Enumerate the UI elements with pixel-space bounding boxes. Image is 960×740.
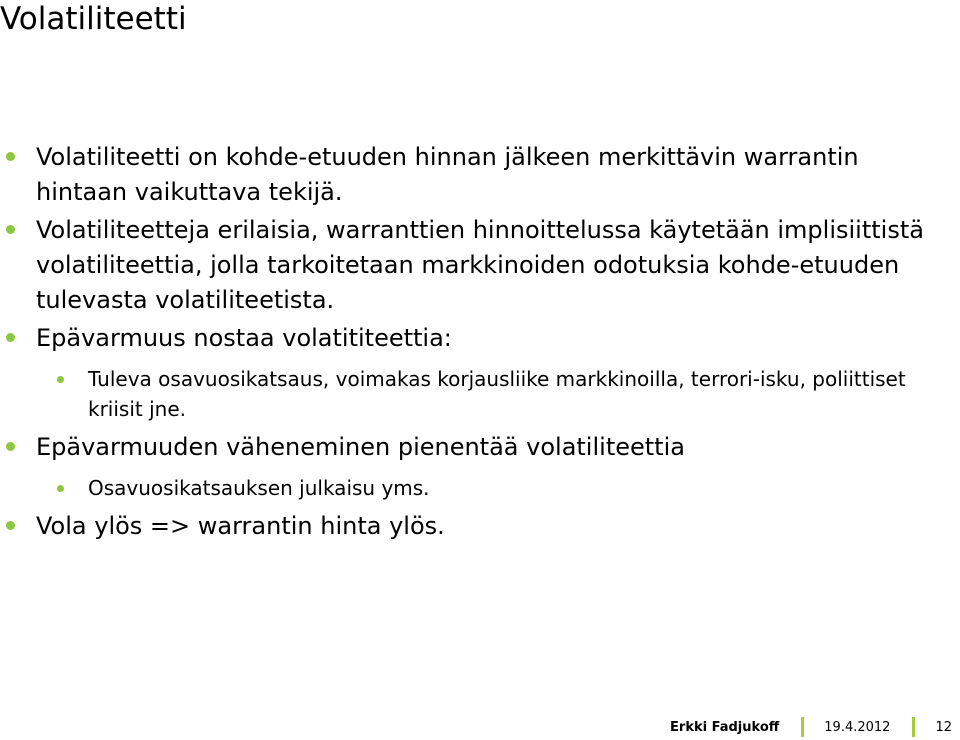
bullet-text: Volatiliteetti on kohde-etuuden hinnan jälkeen merkittävin warrantin hintaan vaikuttava tekijä.: [36, 143, 859, 206]
slide-footer: [670, 714, 960, 740]
bullet-item: [0, 430, 930, 465]
bullet-item: [0, 140, 930, 210]
bullet-dot-icon: [6, 442, 15, 451]
footer-date: 19.4.2012: [824, 719, 891, 735]
bullet-text: Volatiliteetteja erilaisia, warranttien hinnoittelussa käytetään implisiittistä volatiliteettia, jolla tarkoitetaan markkinoiden odotuksia kohde-etuuden tulevasta volatiliteetista.: [36, 216, 924, 314]
bullet-text: Vola ylös => warrantin hinta ylös.: [36, 512, 445, 540]
footer-author: Erkki Fadjukoff: [670, 719, 780, 735]
bullet-dot-icon: [6, 225, 15, 234]
sub-bullet-text: Tuleva osavuosikatsaus, voimakas korjausliike markkinoilla, terrori-isku, poliittiset kriisit jne.: [88, 367, 906, 421]
footer-separator: [912, 717, 915, 737]
slide-title: Volatiliteetti: [0, 1, 187, 37]
footer-page-number: 12: [935, 719, 952, 735]
sub-bullet-dot-icon: [57, 485, 64, 492]
bullet-dot-icon: [6, 333, 15, 342]
bullet-text: Epävarmuuden väheneminen pienentää volatiliteettia: [36, 433, 685, 461]
bullet-dot-icon: [6, 521, 15, 530]
bullet-item: [0, 213, 930, 318]
bullet-text: Epävarmuus nostaa volatititeettia:: [36, 324, 452, 352]
sub-bullet-text: Osavuosikatsauksen julkaisu yms.: [88, 476, 430, 500]
sub-bullet-item: [0, 364, 930, 424]
bullet-dot-icon: [6, 152, 15, 161]
bullet-item: [0, 321, 930, 356]
sub-bullet-dot-icon: [57, 376, 64, 383]
bullet-list: [0, 140, 930, 544]
bullet-item: [0, 509, 930, 544]
footer-separator: [801, 717, 804, 737]
sub-bullet-item: [0, 473, 930, 503]
